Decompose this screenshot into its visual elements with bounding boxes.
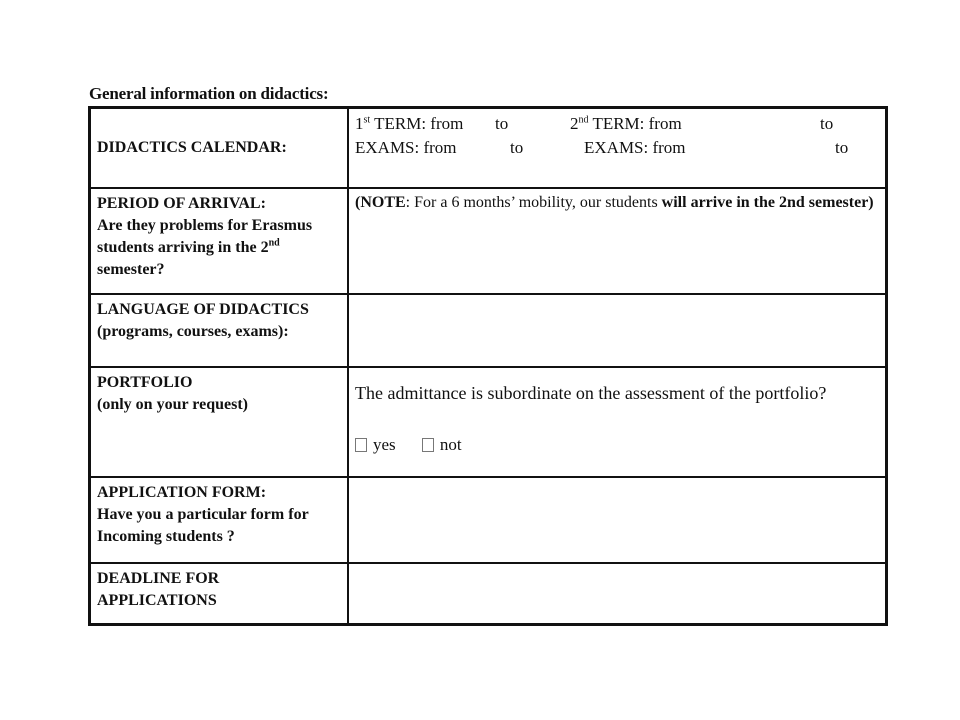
content-period-of-arrival — [348, 188, 887, 294]
exams1-to: to — [510, 138, 524, 157]
label-didactics-calendar: DIDACTICS CALENDAR: — [90, 108, 349, 189]
exams2-label: EXAMS: from — [584, 138, 686, 157]
portfolio-options — [355, 433, 879, 459]
arrival-note: (NOTE: For a 6 months’ mobility, our students will arrive in the 2nd semester) — [355, 194, 874, 211]
calendar-terms-line — [355, 112, 879, 136]
label-period-of-arrival: PERIOD OF ARRIVAL: Are they problems for Erasmus students arriving in the 2nd semester? — [90, 188, 349, 294]
term2-label: 2nd TERM: from — [570, 114, 682, 133]
option-yes[interactable]: yes — [355, 433, 396, 457]
content-portfolio — [348, 367, 887, 477]
row-didactics-calendar — [90, 108, 887, 189]
input-deadline-for-applications[interactable] — [348, 563, 887, 625]
calendar-exams-line — [355, 136, 879, 160]
input-application-form[interactable] — [348, 477, 887, 563]
exams2-to: to — [835, 138, 849, 157]
row-application-form — [90, 477, 887, 563]
didactics-info-table — [88, 106, 888, 626]
input-language-of-didactics[interactable] — [348, 294, 887, 367]
row-period-of-arrival — [90, 188, 887, 294]
row-deadline-for-applications — [90, 563, 887, 625]
form-heading: General information on didactics: — [89, 84, 329, 103]
content-didactics-calendar — [348, 108, 887, 189]
label-language-of-didactics: LANGUAGE OF DIDACTICS (programs, courses, exams): — [90, 294, 349, 367]
label-application-form: APPLICATION FORM: Have you a particular form for Incoming students ? — [90, 477, 349, 563]
label-portfolio: PORTFOLIO (only on your request) — [90, 367, 349, 477]
row-portfolio — [90, 367, 887, 477]
term1-to: to — [495, 114, 509, 133]
term2-to: to — [820, 114, 834, 133]
exams1-label: EXAMS: from — [355, 138, 457, 157]
term1-label: 1st TERM: from — [355, 114, 464, 133]
portfolio-question: The admittance is subordinate on the assessment of the portfolio? — [355, 383, 827, 403]
label-deadline-for-applications: DEADLINE FOR APPLICATIONS — [90, 563, 349, 625]
checkbox-not[interactable] — [422, 438, 434, 452]
option-not[interactable]: not — [422, 433, 462, 457]
checkbox-yes[interactable] — [355, 438, 367, 452]
row-language-of-didactics — [90, 294, 887, 367]
